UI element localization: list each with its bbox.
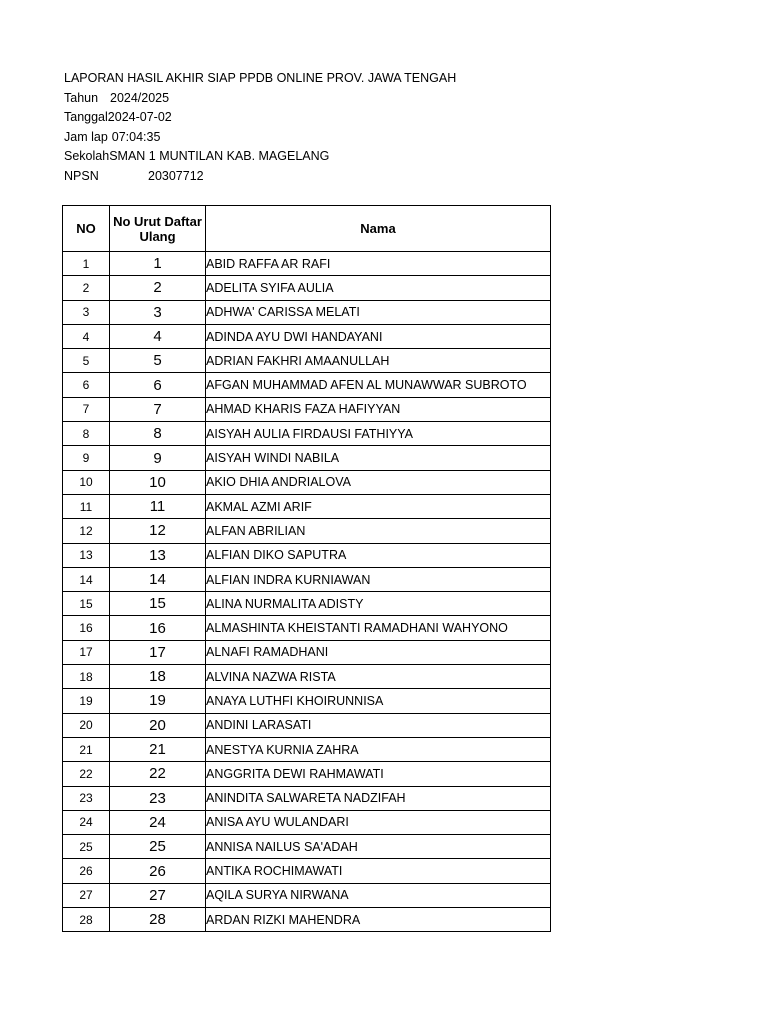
cell-urut: 21 [110,737,206,761]
cell-urut: 12 [110,519,206,543]
cell-no: 14 [63,567,110,591]
cell-nama: ALMASHINTA KHEISTANTI RAMADHANI WAHYONO [206,616,551,640]
cell-urut: 17 [110,640,206,664]
cell-urut: 3 [110,300,206,324]
jam-value: 07:04:35 [111,129,161,144]
cell-no: 12 [63,519,110,543]
student-table [62,205,551,932]
table-row [63,908,551,932]
cell-urut: 28 [110,908,206,932]
table-row [63,494,551,518]
cell-no: 8 [63,422,110,446]
cell-nama: AKMAL AZMI ARIF [206,494,551,518]
cell-nama: AHMAD KHARIS FAZA HAFIYYAN [206,397,551,421]
cell-no: 27 [63,883,110,907]
table-row [63,446,551,470]
npsn-row [64,167,456,187]
cell-nama: ALINA NURMALITA ADISTY [206,592,551,616]
cell-nama: ANNISA NAILUS SA'ADAH [206,835,551,859]
sekolah-label: Sekolah [64,149,110,163]
cell-urut: 22 [110,762,206,786]
table-header-row [63,206,551,252]
cell-urut: 9 [110,446,206,470]
cell-urut: 6 [110,373,206,397]
cell-urut: 1 [110,252,206,276]
cell-no: 10 [63,470,110,494]
table-row [63,324,551,348]
npsn-label: NPSN [64,168,99,183]
cell-no: 26 [63,859,110,883]
cell-no: 23 [63,786,110,810]
jam-label: Jam lap [64,129,108,144]
table-row [63,470,551,494]
header-nama: Nama [206,206,551,252]
cell-nama: ADELITA SYIFA AULIA [206,276,551,300]
cell-nama: ANTIKA ROCHIMAWATI [206,859,551,883]
cell-urut: 16 [110,616,206,640]
cell-nama: ALVINA NAZWA RISTA [206,665,551,689]
header-no-urut: No Urut Daftar Ulang [110,206,206,252]
cell-urut: 25 [110,835,206,859]
tanggal-row [64,108,456,128]
cell-nama: ANDINI LARASATI [206,713,551,737]
cell-urut: 7 [110,397,206,421]
cell-nama: ADRIAN FAKHRI AMAANULLAH [206,349,551,373]
table-row [63,422,551,446]
cell-urut: 24 [110,810,206,834]
cell-no: 1 [63,252,110,276]
cell-nama: ABID RAFFA AR RAFI [206,252,551,276]
table-row [63,252,551,276]
table-row [63,567,551,591]
cell-no: 6 [63,373,110,397]
cell-urut: 4 [110,324,206,348]
cell-no: 22 [63,762,110,786]
cell-urut: 5 [110,349,206,373]
cell-nama: AISYAH AULIA FIRDAUSI FATHIYYA [206,422,551,446]
cell-nama: ALFAN ABRILIAN [206,519,551,543]
cell-no: 7 [63,397,110,421]
cell-no: 18 [63,665,110,689]
jam-row [64,128,456,148]
cell-urut: 14 [110,567,206,591]
report-header [64,69,456,186]
cell-nama: ANINDITA SALWARETA NADZIFAH [206,786,551,810]
table-row [63,835,551,859]
table-row [63,665,551,689]
cell-nama: AFGAN MUHAMMAD AFEN AL MUNAWWAR SUBROTO [206,373,551,397]
cell-no: 11 [63,494,110,518]
cell-urut: 2 [110,276,206,300]
table-row [63,640,551,664]
cell-no: 24 [63,810,110,834]
table-row [63,689,551,713]
table-row [63,762,551,786]
cell-no: 16 [63,616,110,640]
sekolah-row [64,147,456,167]
cell-urut: 23 [110,786,206,810]
tahun-row [64,89,456,109]
table-row [63,397,551,421]
table-row [63,543,551,567]
cell-nama: ADINDA AYU DWI HANDAYANI [206,324,551,348]
table-row [63,883,551,907]
cell-no: 21 [63,737,110,761]
cell-nama: ANISA AYU WULANDARI [206,810,551,834]
table-row [63,786,551,810]
cell-nama: ALFIAN DIKO SAPUTRA [206,543,551,567]
cell-nama: ARDAN RIZKI MAHENDRA [206,908,551,932]
npsn-value: 20307712 [148,168,204,183]
table-row [63,519,551,543]
cell-no: 3 [63,300,110,324]
cell-no: 19 [63,689,110,713]
table-row [63,616,551,640]
cell-urut: 26 [110,859,206,883]
tahun-value: 2024/2025 [110,90,170,105]
cell-nama: ANGGRITA DEWI RAHMAWATI [206,762,551,786]
table-row [63,276,551,300]
cell-nama: ALNAFI RAMADHANI [206,640,551,664]
header-no: NO [63,206,110,252]
report-title: LAPORAN HASIL AKHIR SIAP PPDB ONLINE PROV. JAWA TENGAH [64,71,457,85]
cell-urut: 19 [110,689,206,713]
tanggal-value: 2024-07-02 [107,110,172,124]
cell-urut: 11 [110,494,206,518]
cell-no: 13 [63,543,110,567]
cell-nama: ANAYA LUTHFI KHOIRUNNISA [206,689,551,713]
cell-no: 2 [63,276,110,300]
cell-nama: AKIO DHIA ANDRIALOVA [206,470,551,494]
cell-urut: 18 [110,665,206,689]
cell-no: 4 [63,324,110,348]
cell-no: 28 [63,908,110,932]
cell-no: 9 [63,446,110,470]
cell-no: 5 [63,349,110,373]
cell-urut: 10 [110,470,206,494]
cell-urut: 8 [110,422,206,446]
table-row [63,349,551,373]
tanggal-label: Tanggal [64,110,108,124]
cell-nama: ANESTYA KURNIA ZAHRA [206,737,551,761]
table-row [63,737,551,761]
table-row [63,713,551,737]
cell-nama: ALFIAN INDRA KURNIAWAN [206,567,551,591]
cell-nama: AQILA SURYA NIRWANA [206,883,551,907]
cell-urut: 15 [110,592,206,616]
sekolah-value: SMAN 1 MUNTILAN KAB. MAGELANG [109,149,330,163]
table-row [63,810,551,834]
tahun-label: Tahun [64,90,99,105]
cell-nama: AISYAH WINDI NABILA [206,446,551,470]
cell-urut: 20 [110,713,206,737]
cell-urut: 27 [110,883,206,907]
cell-no: 17 [63,640,110,664]
cell-no: 15 [63,592,110,616]
table-row [63,859,551,883]
cell-urut: 13 [110,543,206,567]
table-row [63,592,551,616]
cell-no: 20 [63,713,110,737]
table-row [63,373,551,397]
cell-nama: ADHWA' CARISSA MELATI [206,300,551,324]
table-row [63,300,551,324]
cell-no: 25 [63,835,110,859]
